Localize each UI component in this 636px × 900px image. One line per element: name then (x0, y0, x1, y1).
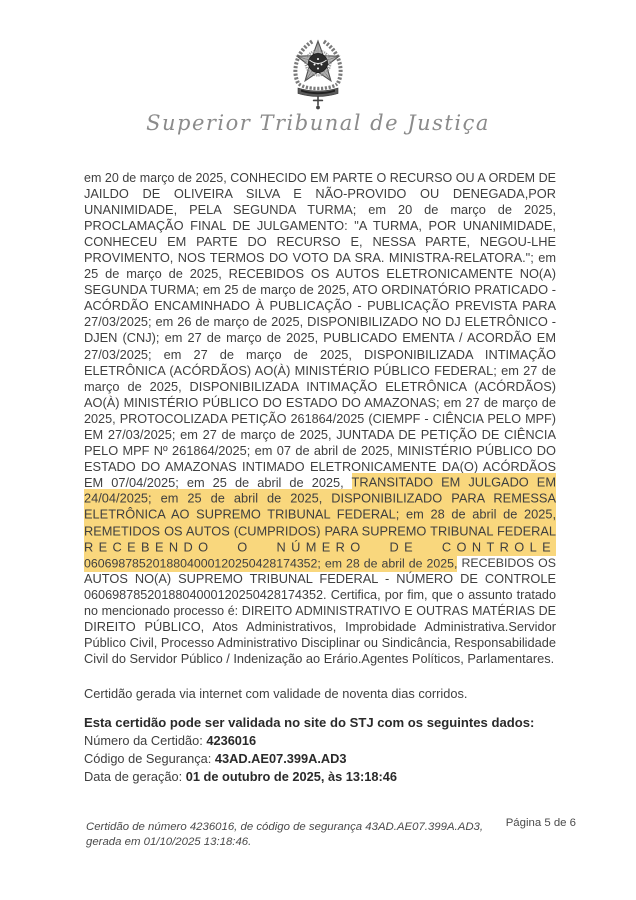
body-segment: UNANIMIDADE, PELA SEGUNDA TURMA; em 20 de março de 2025, (84, 202, 556, 218)
body-line (84, 266, 556, 282)
body-line (84, 539, 556, 555)
body-segment: no mencionado processo é: DIREITO ADMINISTRATIVO E OUTRAS MATÉRIAS DE (84, 604, 556, 619)
body-line (84, 298, 556, 314)
body-segment: em 20 de março de 2025, CONHECIDO EM PARTE O RECURSO OU A ORDEM DE (84, 171, 556, 185)
body-segment: CONHECEU EM PARTE DO RECURSO E, NESSA PARTE, NEGOU-LHE (84, 234, 556, 250)
body-line (84, 571, 556, 587)
highlighted-text: ELETRÔNICA AO SUPREMO TRIBUNAL FEDERAL; em 28 de abril de 2025, (84, 506, 556, 522)
body-line (84, 363, 556, 379)
security-code-value: 43AD.AE07.399A.AD3 (214, 751, 347, 767)
body-line (84, 314, 556, 330)
security-code-label: Código de Segurança: (84, 751, 215, 767)
body-segment: 2025, PROTOCOLIZADA PETIÇÃO 261864/2025 (CIEMPF - CIÊNCIA PELO MPF) (84, 411, 556, 426)
body-segment: JAILDO DE OLIVEIRA SILVA E NÃO-PROVIDO OU DENEGADA,POR (84, 186, 556, 202)
body-line (84, 218, 556, 234)
body-segment: PROVIMENTO, NOS TERMOS DO VOTO DA SRA. MINISTRA-RELATORA."; em (84, 250, 556, 266)
body-line (84, 603, 556, 619)
page-indicator: Página 5 de 6 (505, 817, 576, 829)
body-line (84, 443, 556, 459)
body-segment: PELO MPF Nº 261864/2025; em 07 de abril de 2025, MINISTÉRIO PÚBLICO DO (84, 442, 556, 458)
body-segment: ACÓRDÃO ENCAMINHADO À PUBLICAÇÃO - PUBLICAÇÃO PREVISTA PARA (84, 298, 556, 314)
body-text (84, 170, 556, 667)
body-segment: 25 de março de 2025, RECEBIDOS OS AUTOS ELETRONICAMENTE NO(A) (84, 266, 556, 282)
body-line (84, 523, 556, 539)
footer-line-1: Certidão de número 4236016, de código de segurança 43AD.AE07.399A.AD3, (86, 821, 484, 833)
body-segment: 27/03/2025; em 26 de março de 2025, DISPONIBILIZADO NO DJ ELETRÔNICO - (84, 314, 556, 330)
body-segment: março de 2025, DISPONIBILIZADA INTIMAÇÃO ELETRÔNICA (ACÓRDÃOS) (84, 378, 556, 394)
body-segment: EM 27/03/2025; em 27 de março de 2025, JUNTADA DE PETIÇÃO DE CIÊNCIA (84, 426, 556, 442)
footer-line-2: gerada em 01/10/2025 13:18:46. (86, 835, 252, 848)
highlighted-text: TRANSITADO EM JULGADO EM (351, 474, 556, 490)
body-line (84, 234, 556, 250)
generation-date-value: 01 de outubro de 2025, às 13:18:46 (185, 769, 397, 785)
body-segment: RECEBIDOS OS (457, 556, 556, 571)
body-line (84, 282, 556, 298)
body-line (84, 395, 556, 411)
highlighted-text: 0606987852018804000120250428174352; em 28 de abril de 2025, (84, 556, 458, 571)
body-line (84, 587, 556, 603)
body-line (84, 379, 556, 395)
footer-certificate-info (86, 820, 483, 850)
body-segment: SEGUNDA TURMA; em 25 de março de 2025, ATO ORDINATÓRIO PRATICADO - (84, 282, 556, 298)
body-line (84, 347, 556, 363)
body-line (84, 427, 556, 443)
body-line (84, 411, 556, 427)
certificate-number-field (84, 732, 534, 750)
body-line (84, 170, 556, 186)
body-segment: Civil do Servidor Público / Indenização ao Erário.Agentes Políticos, Parlamentares. (84, 651, 555, 667)
body-segment: AO(À) MINISTÉRIO PÚBLICO DO ESTADO DO AMAZONAS; em 27 de março de (84, 394, 556, 410)
body-segment: 27/03/2025; em 27 de março de 2025, DISPONIBILIZADA INTIMAÇÃO (84, 346, 556, 362)
body-line (84, 619, 556, 635)
body-line (84, 330, 556, 346)
body-segment: DJEN (CNJ); em 27 de março de 2025, PUBLICADO EMENTA / ACORDÃO EM (84, 330, 556, 346)
body-segment: ESTADO DO AMAZONAS INTIMADO ELETRONICAMENTE DA(O) ACÓRDÃOS (84, 458, 556, 474)
brazil-coat-of-arms-icon (286, 33, 350, 111)
body-line (84, 651, 556, 667)
validation-block (84, 714, 534, 786)
generation-date-label: Data de geração: (84, 769, 186, 785)
body-segment: Público Civil, Processo Administrativo Disciplinar ou Sindicância, Responsabilidade (84, 635, 556, 651)
body-line (84, 507, 556, 523)
body-segment: DIREITO PÚBLICO, Atos Administrativos, Improbidade Administrativa.Servidor (84, 619, 556, 635)
body-line (84, 186, 556, 202)
highlighted-text: RECEBENDO O NÚMERO DE CONTROLE (84, 539, 556, 555)
validity-note: Certidão gerada via internet com validade de noventa dias corridos. (84, 686, 468, 701)
body-segment: EM 07/04/2025; em 25 de abril de 2025, (84, 474, 352, 490)
body-segment: 0606987852018804000120250428174352. Certifica, por fim, que o assunto tratado (84, 588, 556, 603)
certificate-number-label: Número da Certidão: (84, 733, 207, 749)
generation-date-field (84, 768, 534, 786)
body-segment: ELETRÔNICA (ACÓRDÃOS) AO(À) MINISTÉRIO PÚBLICO FEDERAL; em 27 de (84, 362, 556, 378)
body-line (84, 635, 556, 651)
highlighted-text: 24/04/2025; em 25 de abril de 2025, DISPONIBILIZADO PARA REMESSA (84, 490, 556, 506)
certificate-number-value: 4236016 (206, 733, 257, 749)
body-line (84, 202, 556, 218)
validation-heading: Esta certidão pode ser validada no site do STJ com os seguintes dados: (84, 715, 535, 730)
body-line (84, 555, 556, 571)
security-code-field (84, 750, 534, 768)
body-segment: AUTOS NO(A) SUPREMO TRIBUNAL FEDERAL - NÚMERO DE CONTROLE (84, 571, 556, 587)
body-line (84, 250, 556, 266)
body-segment: PROCLAMAÇÃO FINAL DE JULGAMENTO: "A TURMA, POR UNANIMIDADE, (84, 218, 556, 234)
highlighted-text: REMETIDOS OS AUTOS (CUMPRIDOS) PARA SUPREMO TRIBUNAL FEDERAL (84, 523, 556, 539)
court-title: Superior Tribunal de Justiça (146, 111, 490, 135)
